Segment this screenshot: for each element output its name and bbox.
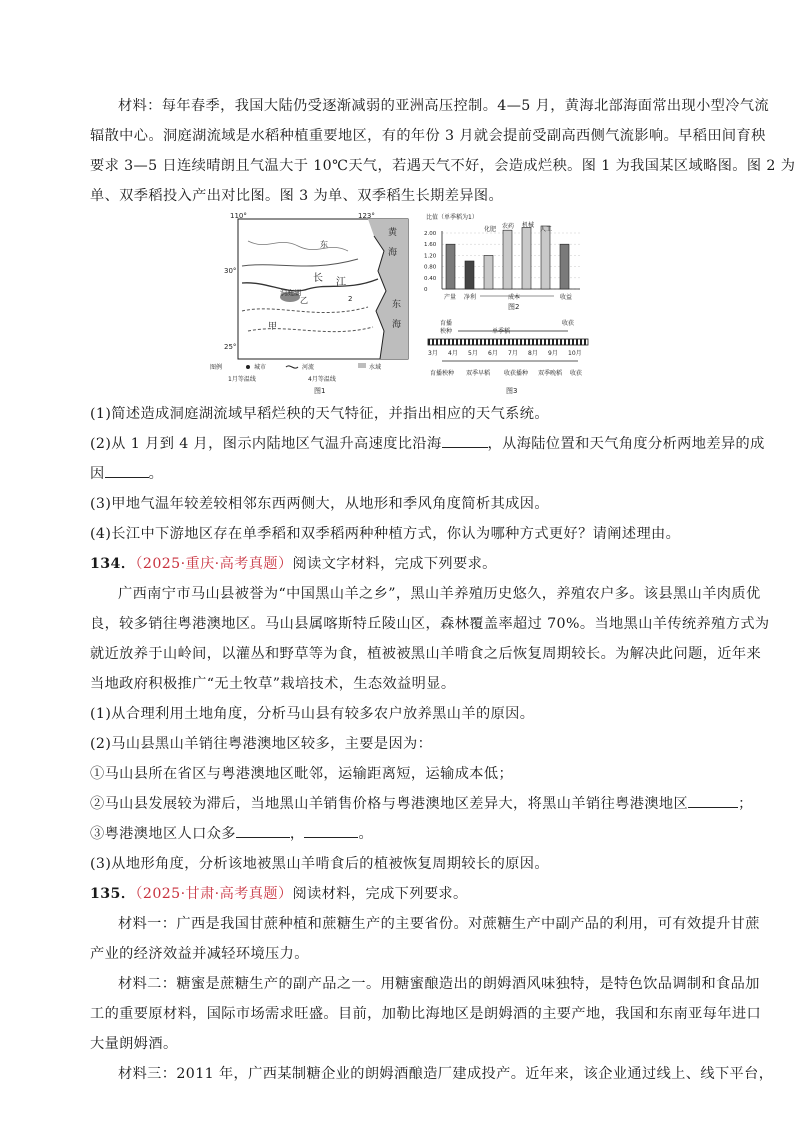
f3-top-mid: 单季稻 (492, 328, 511, 335)
q134-cause-1: ①马山县所在省区与粤港澳地区毗邻，运输距离短，运输成本低； (90, 766, 514, 782)
river-legend-icon (286, 366, 298, 368)
figure1-map (210, 212, 408, 395)
f3-bot-3: 收获播种 (504, 370, 529, 377)
answer-blank-3[interactable] (688, 793, 738, 808)
month-hatch (428, 339, 588, 345)
material-line-4: 单、双季稻投入产出对比图。图 3 为单、双季稻生长期差异图。 (90, 188, 504, 204)
month-label-7: 10月 (568, 350, 582, 357)
month-label-4: 7月 (508, 350, 518, 357)
bar-0 (446, 244, 455, 289)
q135-material-1a: 材料一：广西是我国甘蔗种植和蔗糖生产的主要省份。对蔗糖生产中副产品的利用，可有效提升甘蔗 (118, 916, 760, 932)
figure1-caption: 图1 (314, 387, 326, 395)
month-labels (428, 349, 582, 357)
q135-header (90, 879, 730, 909)
label-fertilizer: 化肥 (484, 226, 497, 233)
river-label-1: 长 (313, 273, 323, 284)
q2-part-b: ，从海陆位置和天气角度分析两地差异的成 (487, 436, 765, 452)
question-4: (4)长江中下游地区存在单季稻和双季稻两种种植方式，你认为哪种方式更好？请阐述理由。 (90, 526, 681, 542)
river-label-2: 江 (336, 277, 346, 288)
question-2-cont (90, 459, 730, 489)
question-1: (1)简述造成洞庭湖流域早稻烂秧的天气特征，并指出相应的天气系统。 (90, 406, 549, 422)
month-label-2: 5月 (468, 350, 478, 357)
bar-4 (522, 227, 531, 289)
q2-part-c: 因 (90, 466, 105, 482)
sea-east-1: 东 (392, 300, 402, 310)
label-pesticide: 农药 (502, 223, 515, 230)
material-line-2: 辐散中心。洞庭湖流域是水稻种植重要地区，有的年份 3 月就会提前受副高西侧气流影响。早稻田间育秧 (90, 128, 766, 144)
sea-yellow-1: 黄 (388, 228, 398, 238)
legend-city: 城市 (254, 364, 267, 371)
q2-part-a: (2)从 1 月到 4 月，图示内陆地区气温升高速度比沿海 (90, 436, 442, 452)
bar-3 (503, 230, 512, 289)
q134-cause-3-comma: ， (289, 826, 305, 842)
lon-left-label: 110° (230, 212, 247, 220)
lat-bottom-label: 25° (224, 343, 237, 351)
month-label-6: 9月 (548, 350, 558, 357)
lat-top-label: 30° (224, 267, 237, 275)
label-machinery: 机械 (522, 222, 535, 229)
legend-prefix: 图例 (210, 364, 223, 371)
q134-material-4: 当地政府积极推广“无土牧草”栽培技术，生态效益明显。 (90, 676, 456, 692)
f3-top-left-2: 秧种 (440, 328, 453, 335)
answer-blank-5[interactable] (304, 823, 358, 838)
q134-number: 134． (90, 556, 136, 572)
x-cost: 成本 (508, 294, 521, 301)
figure3-timeline (428, 319, 588, 395)
q134-cause-3-text: ③粤港澳地区人口众多 (90, 826, 236, 842)
q134-question-3: (3)从地形角度，分析该地被黑山羊啃食后的植被恢复周期较长的原因。 (90, 856, 549, 872)
label-labor: 人工 (540, 226, 553, 233)
answer-blank-1[interactable] (442, 433, 488, 448)
q134-cause-3-end: 。 (358, 826, 374, 842)
y-tick-1: 1.60 (424, 242, 437, 249)
bars (446, 226, 569, 289)
place-jia: 甲 (268, 322, 278, 332)
y-tick-3: 0.80 (424, 264, 437, 271)
q134-header (90, 549, 730, 579)
sea-east-2: 海 (392, 320, 402, 330)
f3-bot-5: 收获 (570, 370, 583, 377)
q134-question-1: (1)从合理利用土地角度，分析马山县有较多农户放养黑山羊的原因。 (90, 706, 535, 722)
legend-river: 河流 (302, 364, 315, 371)
q134-cause-3 (90, 819, 730, 849)
sea-yellow-2: 海 (388, 248, 398, 258)
month-label-1: 4月 (448, 350, 458, 357)
lon-right-label: 123° (358, 212, 375, 220)
f3-bot-1: 育播秧种 (430, 370, 455, 377)
y-tick-2: 1.20 (424, 253, 437, 260)
q2-part-d: 。 (148, 466, 164, 482)
f3-top-right: 收获 (562, 320, 575, 327)
lake-label: 洞庭湖 (280, 289, 301, 297)
q135-number: 135． (90, 886, 136, 902)
figure-svg (208, 211, 594, 397)
q134-cause-2 (90, 789, 753, 819)
y-tick-4: 0.40 (424, 275, 437, 282)
q134-cause-2-end: ； (738, 796, 753, 812)
material-line-3: 要求 3—5 日连续晴朗且气温大于 10℃天气，若遇天气不好，会造成烂秧。图 1 为我国某区域略图。图 2 为 (90, 158, 796, 174)
legend-iso2: 4月等温线 (308, 376, 336, 383)
q134-material-1: 广西南宁市马山县被誉为“中国黑山羊之乡”，黑山羊养殖历史悠久，养殖农户多。该县黑山羊肉质优 (118, 586, 761, 602)
f3-bot-4: 双季晚稻 (538, 370, 563, 377)
q134-question-2: (2)马山县黑山羊销往粤港澳地区较多，主要是因为： (90, 736, 433, 752)
y-tick-0: 2.00 (424, 231, 437, 237)
bar-5 (540, 226, 553, 289)
figure3-caption: 图3 (506, 387, 518, 395)
q135-material-2c: 大量朗姆酒。 (90, 1036, 178, 1052)
q135-material-2a: 材料二：糖蜜是蔗糖生产的副产品之一。用糖蜜酿造出的朗姆酒风味独特，是特色饮品调制和食品加 (118, 976, 760, 992)
f3-bot-2: 双季早稻 (466, 370, 491, 377)
answer-blank-2[interactable] (105, 463, 149, 478)
iso-label: 2 (348, 295, 353, 303)
month-label-0: 3月 (428, 350, 438, 357)
q134-material-3: 就近放养于山岭间，以灌丛和野草等为食，植被被黑山羊啃食之后恢复周期较长。为解决此问题，近年来 (90, 646, 762, 662)
q134-source-tag: （2025·重庆·高考真题） (135, 556, 293, 572)
q135-heading: 阅读材料，完成下列要求。 (292, 886, 468, 902)
material-line-1: 材料：每年春季，我国大陆仍受逐渐减弱的亚洲高压控制。4—5 月，黄海北部海面常出现小型冷气流 (118, 98, 770, 114)
water-legend-icon (358, 363, 366, 368)
q135-source-tag: （2025·甘肃·高考真题） (135, 886, 293, 902)
figure2-caption: 图2 (508, 303, 520, 311)
chart-ylabel: 比值（单季稻为1） (426, 214, 478, 221)
bar-2 (484, 255, 493, 289)
x-output: 产量 (444, 294, 457, 301)
q135-material-2b: 工的重要原材料，国际市场需求旺盛。目前，加勒比海地区是朗姆酒的主要产地，我国和东南亚每年进口 (90, 1006, 762, 1022)
place-yi: 乙 (300, 296, 308, 305)
answer-blank-4[interactable] (236, 823, 290, 838)
question-3: (3)甲地气温年较差较相邻东西两侧大，从地形和季风角度简析其成因。 (90, 496, 549, 512)
x-profit: 净利 (464, 294, 477, 301)
y-tick-5: 0 (424, 287, 428, 293)
legend-water: 水域 (369, 364, 382, 371)
legend-iso: 1月等温线 (228, 376, 256, 383)
q135-material-1b: 产业的经济效益并减轻环境压力。 (90, 946, 309, 962)
month-label-3: 6月 (488, 350, 498, 357)
bar-1 (465, 261, 474, 289)
q135-material-3a: 材料三：2011 年，广西某制糖企业的朗姆酒酿造厂建成投产。近年来，该企业通过线上、线下平台， (118, 1066, 774, 1082)
bar-6 (560, 244, 569, 289)
figure2-chart (424, 213, 580, 311)
q134-heading: 阅读文字材料，完成下列要求。 (292, 556, 497, 572)
q134-material-2: 良，较多销往粤港澳地区。马山县属喀斯特丘陵山区，森林覆盖率超过 70%。当地黑山羊传统养殖方式为 (90, 616, 770, 632)
x-income: 收益 (560, 294, 573, 301)
q134-cause-2-text: ②马山县发展较为滞后，当地黑山羊销售价格与粤港澳地区差异大，将黑山羊销往粤港澳地区 (90, 796, 689, 812)
city-icon (246, 365, 250, 369)
place-dong: 东 (320, 240, 328, 249)
month-label-5: 8月 (528, 350, 538, 357)
f3-top-left-1: 育播 (440, 320, 453, 327)
figure-group (208, 211, 594, 397)
question-2 (90, 429, 765, 459)
